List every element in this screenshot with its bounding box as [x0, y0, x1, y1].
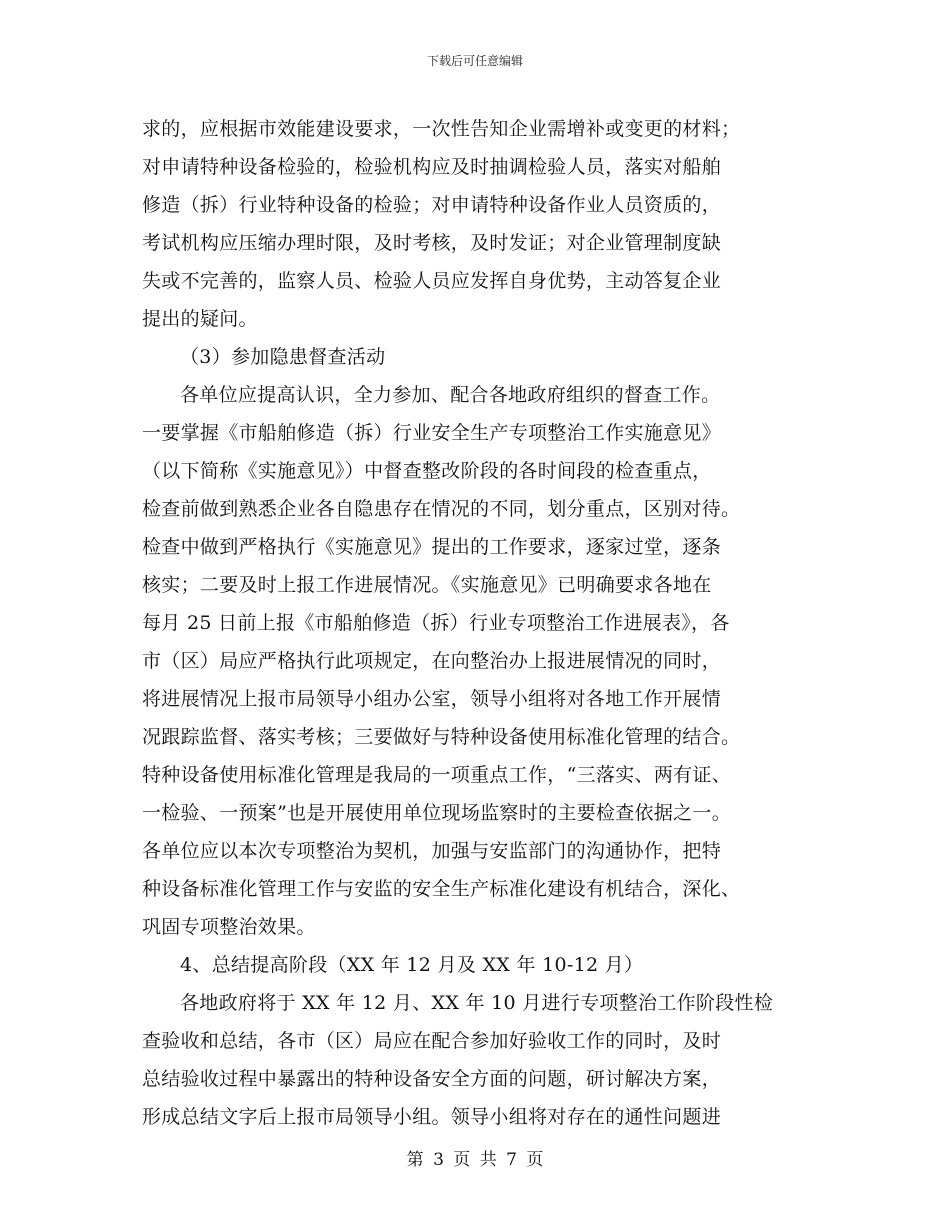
body-text-line: 修造（拆）行业特种设备的检验；对申请特种设备作业人员资质的， — [142, 194, 722, 216]
body-text-line: 各单位应提高认识，全力参加、配合各地政府组织的督查工作。 — [180, 384, 721, 406]
body-text-line: 况跟踪监督、落实考核；三要做好与特种设备使用标准化管理的结合。 — [142, 726, 741, 748]
body-text-line: 特种设备使用标准化管理是我局的一项重点工作，“三落实、两有证、 — [142, 764, 732, 786]
body-text-line: 市（区）局应严格执行此项规定，在向整治办上报进展情况的同时， — [142, 650, 722, 672]
body-text-line: 4、总结提高阶段（XX 年 12 月及 XX 年 10-12 月） — [180, 954, 644, 976]
body-text-line: 提出的疑问。 — [142, 308, 258, 330]
page-header-note: 下载后可任意编辑 — [426, 54, 523, 68]
body-text-line: 查验收和总结，各市（区）局应在配合参加好验收工作的同时，及时 — [142, 1030, 722, 1052]
body-text-line: 检查前做到熟悉企业各自隐患存在情况的不同，划分重点，区别对待。 — [142, 498, 741, 520]
body-text-line: 将进展情况上报市局领导小组办公室，领导小组将对各地工作开展情 — [142, 688, 722, 710]
body-text-line: 对申请特种设备检验的，检验机构应及时抽调检验人员，落实对船舶 — [142, 156, 722, 178]
body-text-line: 每月 25 日前上报《市船舶修造（拆）行业专项整治工作进展表》，各 — [142, 612, 730, 634]
body-text-line: 各地政府将于 XX 年 12 月、XX 年 10 月进行专项整治工作阶段性检 — [180, 992, 774, 1014]
body-text-line: 考试机构应压缩办理时限，及时考核，及时发证；对企业管理制度缺 — [142, 232, 722, 254]
document-body — [142, 110, 812, 1136]
body-text-line: 形成总结文字后上报市局领导小组。领导小组将对存在的通性问题进 — [142, 1106, 722, 1128]
body-text-line: 检查中做到严格执行《实施意见》提出的工作要求，逐家过堂，逐条 — [142, 536, 722, 558]
body-text-line: （3）参加隐患督查活动 — [180, 346, 386, 368]
body-text-line: 种设备标准化管理工作与安监的安全生产标准化建设有机结合，深化、 — [142, 878, 741, 900]
body-text-line: 各单位应以本次专项整治为契机，加强与安监部门的沟通协作，把特 — [142, 840, 722, 862]
body-text-line: 一检验、一预案”也是开展使用单位现场监察时的主要检查依据之一。 — [142, 802, 732, 824]
body-text-line: 总结验收过程中暴露出的特种设备安全方面的问题，研讨解决方案， — [142, 1068, 722, 1090]
body-text-line: 求的，应根据市效能建设要求，一次性告知企业需增补或变更的材料； — [142, 118, 741, 140]
body-text-line: （以下简称《实施意见》）中督查整改阶段的各时间段的检查重点， — [142, 460, 712, 482]
body-text-line: 一要掌握《市船舶修造（拆）行业安全生产专项整治工作实施意见》 — [142, 422, 722, 444]
body-text-line: 巩固专项整治效果。 — [142, 916, 316, 938]
body-text-line: 失或不完善的，监察人员、检验人员应发挥自身优势，主动答复企业 — [142, 270, 722, 292]
page-number-footer: 第 3 页 共 7 页 — [406, 1150, 544, 1170]
body-text-line: 核实；二要及时上报工作进展情况。《实施意见》已明确要求各地在 — [142, 574, 712, 596]
